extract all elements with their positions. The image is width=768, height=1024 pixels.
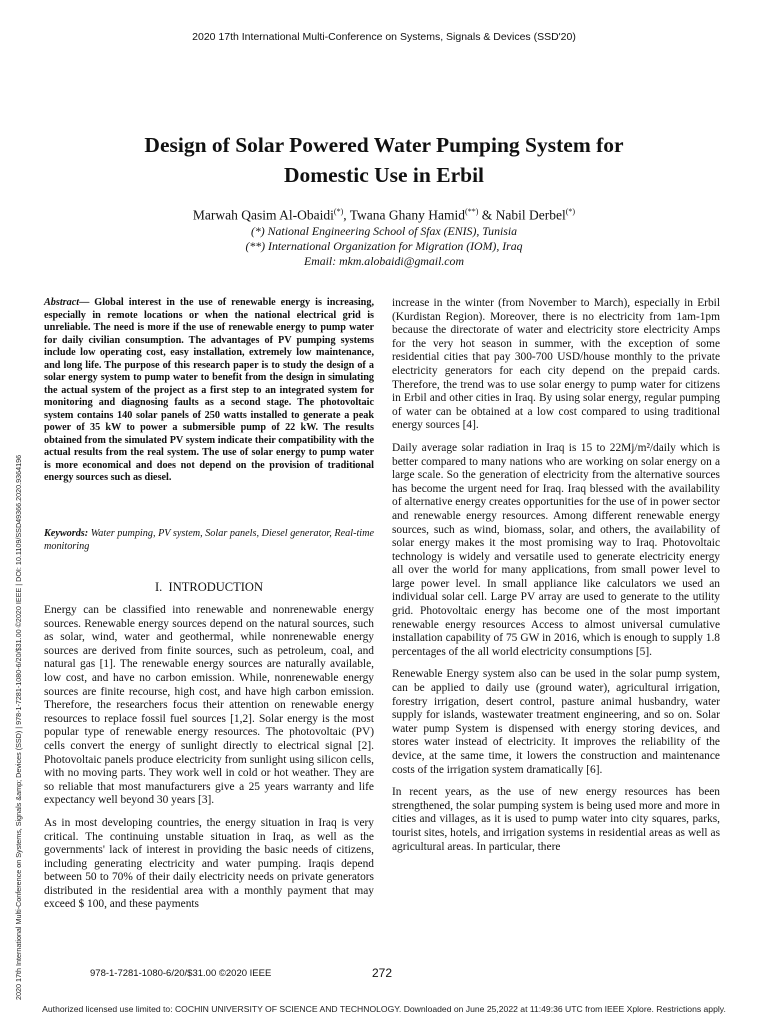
page-number: 272 — [372, 966, 393, 980]
footer-isbn: 978-1-7281-1080-6/20/$31.00 ©2020 IEEE — [90, 968, 272, 979]
author-separator: , — [343, 207, 350, 223]
affiliation-1: (*) National Engineering School of Sfax (ENIS), Tunisia — [250, 224, 518, 238]
right-column-body — [392, 297, 720, 863]
keywords — [44, 528, 374, 553]
author-email: Email: mkm.alobaidi@gmail.com — [304, 254, 464, 268]
conference-header: 2020 17th International Multi-Conference on Systems, Signals & Devices (SSD'20) — [192, 31, 576, 43]
side-doi-text: 2020 17th International Multi-Conference on Systems, Signals &amp; Devices (SSD) | 978-1-7281-1080-6/20/$31.00 ©2020 IEEE | DOI: 10.1109/SSD49366.2020.9364196 — [14, 454, 23, 1000]
author-separator: & — [478, 207, 496, 223]
author-1-mark: (*) — [333, 207, 344, 216]
paragraph: Energy can be classified into renewable and nonrenewable energy sources. Renewable energy sources depend on the natural sources, such as solar, wind, water and geothermal, while nonrenewable energy sources are derived from finite sources, such as petroleum, coal, and natural gas [1]. The renewable energy sources are naturally available, low cost, and have no carbon emission. While, nonrenewable energy sources are finite recourse, high cost, and have high carbon emission. Therefore, the researchers focus their attention on renewable energy resources to replace fossil fuel sources [1,2]. Solar energy is the most popular type of renewable energy resources. The photovoltaic (PV) cells convert the energy of sunlight directly to electrical signal [2]. Photovoltaic panels produce electricity from sunlight using silicon cells, with no moving parts. They work well in cold or hot weather. They are so reliable that most manufacturers give a 25 years warranty and life expectancy well beyond 30 years [3]. — [44, 604, 374, 807]
paragraph: As in most developing countries, the energy situation in Iraq is very critical. The continuing unstable situation in Iraq, as well as the governments' lack of interest in providing the basic needs of citizens, including generating electricity and water pumping. Iraqis depend between 50 to 70% of their daily electricity needs on private generators distributed in the residential area with a monthly payment that may exceed $ 100, and these payments — [44, 816, 374, 911]
author-2: Twana Ghany Hamid — [349, 207, 466, 223]
author-3-mark: (*) — [565, 207, 576, 216]
paragraph: Daily average solar radiation in Iraq is 15 to 22Mj/m²/daily which is better compared to many nations who are working on solar energy on a large scale. So the generation of electricity from the alternative sources has become the urgent need for Iraq. Iraq blessed with the availability of alternative energy creates opportunities for the use of in power sector and renewable energy resources. Among different renewable energy sources, such as wind, biomass, solar, and others, the availability of solar energy makes it the most promising way to Iraq. Photovoltaic technology is widely and versatile used to generate electricity energy all over the world for many applications, from small power level to large power level. In small appliance like calculators we used an individual solar cell. Large PV array are used to generate to the utility grid. Photovoltaic energy has become one of the most important renewable energy resources Access to almost universal cumulative installation capability of 75 GW in 2016, which is enough to supply 1.8 percentages of the all world electricity consumptions [5]. — [392, 441, 720, 658]
author-1: Marwah Qasim Al-Obaidi — [192, 207, 334, 223]
section-number: I. — [155, 580, 163, 594]
author-list — [0, 207, 768, 224]
paragraph: Renewable Energy system also can be used in the solar pump system, can be applied to daily use (ground water), agricultural irrigation, forestry irrigation, desert control, pasture animal husbandry, water supply for islands, wastewater treatment engineering, and so on. Solar water pump System is dispensed with energy storing devices, and stores water instead of electricity. It improves the reliability of the device, at the same time, it lowers the construction and maintenance costs of the irrigation system dramatically [6]. — [392, 668, 720, 776]
paper-title — [60, 130, 708, 190]
left-column-body — [44, 604, 374, 921]
author-2-mark: (**) — [465, 207, 479, 216]
section-title: INTRODUCTION — [168, 580, 263, 594]
abstract-text: — Global interest in the use of renewable energy is increasing, especially in remote locations or when the national electrical grid is unreliable. The need is more if the use of renewable energy to pump water for daily civilian consumption. The advantages of PV pumping systems include low operating cost, easy installation, extremely low maintenance, and long life. The purpose of this research paper is to study the design of a solar energy system to pump water to benefit from the design in simulating the actual system of the project as a first step to an integrated system for monitoring and diagnosing faults as a second stage. The photovoltaic system contains 140 solar panels of 250 watts installed to generate a peak power of 35 kW to power a submersible pump of 22 kW. The results obtained from the simulated PV system indicate their compatibility with the actual results from the real system. The use of solar energy to pump water is more economical and does not depend on the provision of traditional energy sources such as diesel. — [44, 297, 374, 483]
affiliation-2: (**) International Organization for Migration (IOM), Iraq — [245, 239, 523, 253]
paragraph: In recent years, as the use of new energy resources has been strengthened, the solar pumping system is being used more and more in cities and villages, as it is used to pump water into city squares, parks, tourist sites, hotels, and irrigation systems in residential areas as well as agricultural areas. In particular, there — [392, 786, 720, 853]
title-line-1: Design of Solar Powered Water Pumping System for — [144, 133, 624, 157]
title-line-2: Domestic Use in Erbil — [283, 163, 485, 187]
keywords-label: Keywords: — [44, 528, 89, 539]
abstract-label: Abstract — [44, 297, 80, 308]
keywords-text: Water pumping, PV system, Solar panels, Diesel generator, Real-time monitoring — [44, 528, 374, 552]
paragraph: increase in the winter (from November to March), especially in Erbil (Kurdistan Region). Moreover, there is no electricity from 1am-1pm because the directorate of water and electricity store electricity Amps for the very hot season in summer, with the exception of some residential cities that pay 300-700 USD/house monthly to the private electricity generators for each city depend on the prepaid cards. Therefore, the trend was to use solar energy to pump water for citizens in Erbil and other cities in Iraq. By using solar energy, regular pumping of water can be obtained at a low cost compared to using traditional energy sources [4]. — [392, 297, 720, 432]
abstract — [44, 297, 374, 485]
license-notice: Authorized licensed use limited to: COCHIN UNIVERSITY OF SCIENCE AND TECHNOLOGY. Downloaded on June 25,2022 at 11:49:36 UTC from IEEE Xplore. Restrictions apply. — [42, 1004, 726, 1014]
author-3: Nabil Derbel — [495, 207, 566, 223]
section-heading-introduction — [44, 580, 374, 595]
